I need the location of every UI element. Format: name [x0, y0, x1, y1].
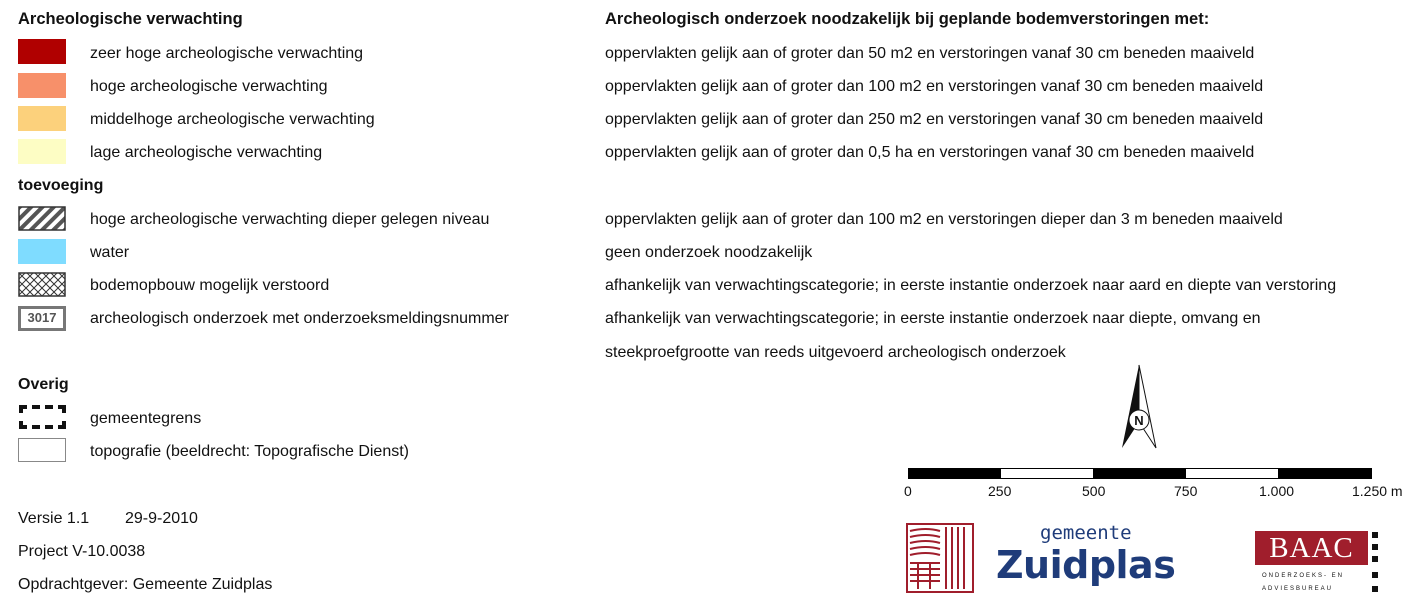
swatch-medium-high: [18, 106, 66, 131]
legend-label-disturbed: bodemopbouw mogelijk verstoord: [90, 277, 330, 294]
scale-bar-segment: [1278, 469, 1371, 478]
legend-label-research-number: archeologisch onderzoek met onderzoeksmeldingsnummer: [90, 310, 509, 327]
scale-label: 1.250 m: [1352, 483, 1403, 499]
legend-label-medium-high: middelhoge archeologische verwachting: [90, 111, 375, 128]
legend-heading: Archeologische verwachting: [18, 10, 243, 28]
research-row: afhankelijk van verwachtingscategorie; in eerste instantie onderzoek naar diepte, omvang en: [605, 310, 1261, 327]
baac-logo-text: BAAC: [1269, 532, 1354, 564]
hatched-swatch-icon: [18, 206, 66, 231]
research-heading: Archeologisch onderzoek noodzakelijk bij geplande bodemverstoringen met:: [605, 10, 1210, 28]
research-row: oppervlakten gelijk aan of groter dan 100 m2 en verstoringen dieper dan 3 m beneden maaiveld: [605, 211, 1283, 228]
municipal-boundary-icon: [19, 405, 66, 429]
scale-bar: [908, 468, 1372, 479]
research-row: oppervlakten gelijk aan of groter dan 0,5 ha en verstoringen vanaf 30 cm beneden maaiveld: [605, 144, 1255, 161]
project-text: Project V-10.0038: [18, 543, 146, 560]
scale-label: 1.000: [1259, 483, 1295, 499]
legend-label-very-high: zeer hoge archeologische verwachting: [90, 45, 364, 62]
other-heading: Overig: [18, 376, 69, 393]
baac-dot: [1372, 556, 1378, 562]
scale-label: 750: [1174, 483, 1198, 499]
baac-logo: [1255, 531, 1368, 565]
zuidplas-logo-small: gemeente: [1040, 522, 1132, 544]
baac-dot: [1372, 532, 1378, 538]
swatch-water: [18, 239, 66, 264]
research-row: afhankelijk van verwachtingscategorie; in eerste instantie onderzoek naar aard en diepte van verstoring: [605, 277, 1337, 294]
scale-bar-segment: [1093, 469, 1186, 478]
research-row: oppervlakten gelijk aan of groter dan 50 m2 en verstoringen vanaf 30 cm beneden maaiveld: [605, 45, 1255, 62]
legend-label-low: lage archeologische verwachting: [90, 144, 323, 161]
baac-subtitle: ONDERZOEKS- EN: [1262, 573, 1345, 579]
research-row: oppervlakten gelijk aan of groter dan 100 m2 en verstoringen vanaf 30 cm beneden maaiveld: [605, 78, 1264, 95]
legend-label-topography: topografie (beeldrecht: Topografische Dienst): [90, 443, 409, 460]
north-letter: N: [1134, 413, 1144, 428]
legend-label-high: hoge archeologische verwachting: [90, 78, 328, 95]
version-text: Versie 1.1: [18, 510, 90, 527]
research-row: geen onderzoek noodzakelijk: [605, 244, 813, 261]
research-row: oppervlakten gelijk aan of groter dan 250 m2 en verstoringen vanaf 30 cm beneden maaiveld: [605, 111, 1264, 128]
baac-dot: [1372, 572, 1378, 578]
addition-heading: toevoeging: [18, 177, 104, 194]
scale-bar-segment: [909, 469, 1001, 478]
legend-label-water: water: [90, 244, 130, 261]
topography-swatch: [18, 438, 66, 462]
research-number-badge: [18, 306, 66, 331]
scale-label: 0: [904, 483, 912, 499]
legend-label-deeper-level: hoge archeologische verwachting dieper gelegen niveau: [90, 211, 490, 228]
research-row: steekproefgrootte van reeds uitgevoerd archeologisch onderzoek: [605, 344, 1066, 361]
zuidplas-logo-icon: [906, 523, 974, 593]
swatch-very-high: [18, 39, 66, 64]
baac-subtitle: ADVIESBUREAU: [1262, 586, 1334, 592]
crosshatch-swatch-icon: [18, 272, 66, 297]
scale-label: 500: [1082, 483, 1106, 499]
badge-number: 3017: [27, 310, 57, 325]
swatch-high: [18, 73, 66, 98]
date-text: 29-9-2010: [125, 510, 198, 527]
swatch-low: [18, 139, 66, 164]
north-arrow-icon: [1112, 360, 1167, 455]
scale-label: 250: [988, 483, 1012, 499]
client-text: Opdrachtgever: Gemeente Zuidplas: [18, 576, 273, 593]
baac-dot: [1372, 544, 1378, 550]
legend-label-boundary: gemeentegrens: [90, 410, 202, 427]
baac-dot: [1372, 586, 1378, 592]
zuidplas-logo-big: Zuidplas: [996, 543, 1176, 587]
